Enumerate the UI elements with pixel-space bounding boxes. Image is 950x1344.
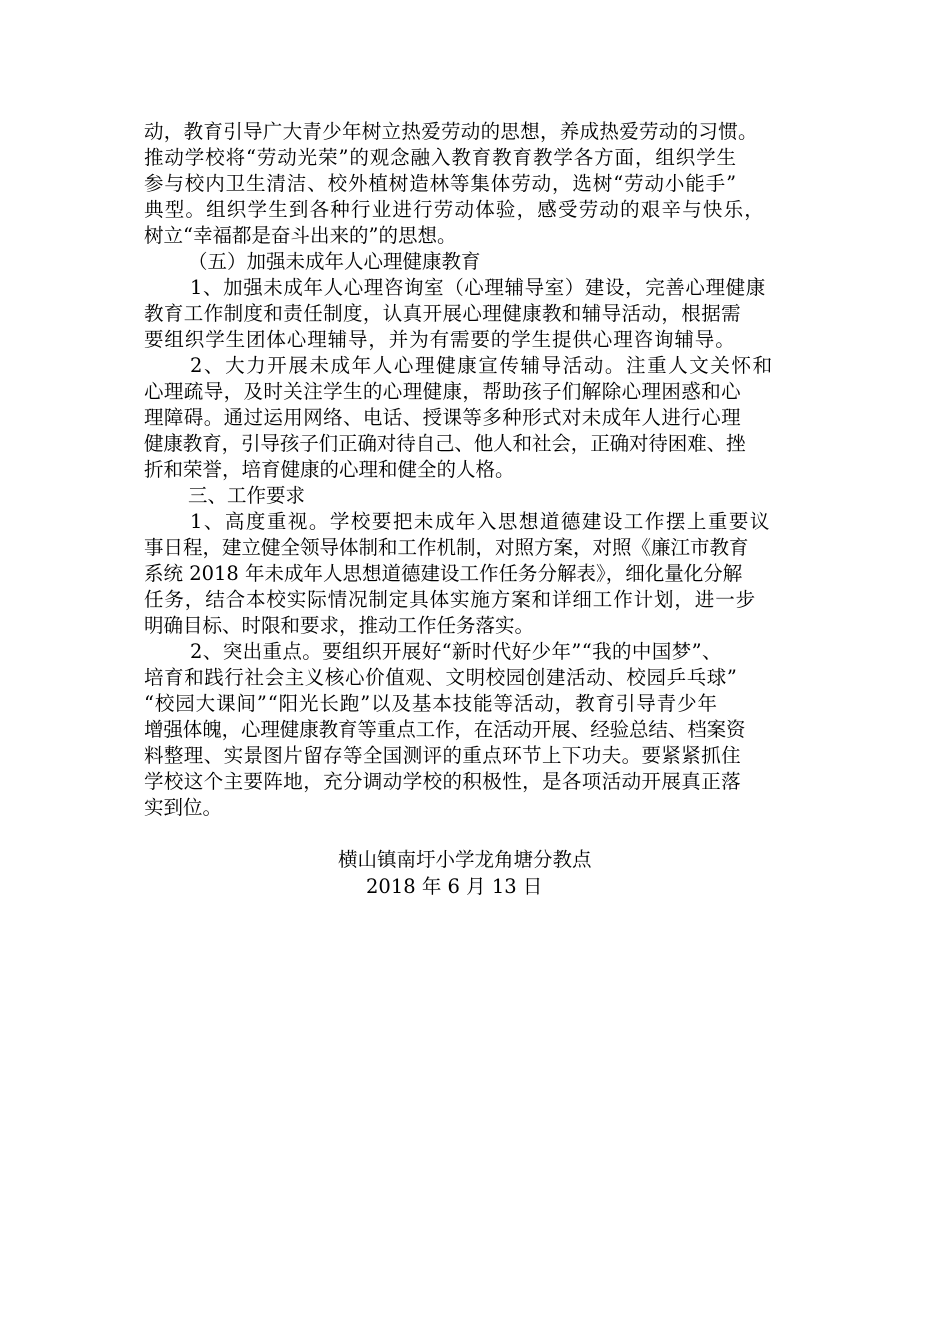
section-heading: 三、工作要求: [188, 484, 306, 507]
body-line: 折和荣誉，培育健康的心理和健全的人格。: [144, 458, 515, 481]
signature-date: 2018 年 6 月 13 日: [366, 875, 543, 898]
body-line: 增强体魄，心理健康教育等重点工作，在活动开展、经验总结、档案资: [144, 718, 746, 741]
body-line: 心理疏导，及时关注学生的心理健康，帮助孩子们解除心理困惑和心: [144, 380, 742, 403]
document-body: [144, 119, 808, 821]
body-line: 培育和践行社会主义核心价值观、文明校园创建活动、校园乒乓球”: [144, 666, 738, 689]
body-line: 参与校内卫生清洁、校外植树造林等集体劳动，选树“劳动小能手”: [144, 172, 737, 195]
body-line: 要组织学生团体心理辅导，并为有需要的学生提供心理咨询辅导。: [144, 328, 736, 351]
body-line: 教育工作制度和责任制度，认真开展心理健康教和辅导活动，根据需: [144, 302, 742, 325]
section-heading: （五）加强未成年人心理健康教育: [188, 250, 481, 273]
paragraph-start-line: 1、加强未成年人心理咨询室（心理辅导室）建设，完善心理健康: [190, 276, 766, 299]
body-line: 学校这个主要阵地，充分调动学校的积极性，是各项活动开展真正落: [144, 770, 742, 793]
body-line: 推动学校将“劳动光荣”的观念融入教育教育教学各方面，组织学生: [144, 146, 737, 169]
body-line: 实到位。: [144, 796, 223, 819]
body-line: 树立“幸福都是奋斗出来的”的思想。: [144, 224, 457, 247]
body-line: 事日程，建立健全领导体制和工作机制，对照方案，对照《廉江市教育: [144, 536, 749, 559]
body-line: 料整理、实景图片留存等全国测评的重点环节上下功夫。要紧紧抓住: [144, 744, 742, 767]
body-line: 系统 2018 年未成年人思想道德建设工作任务分解表》，细化量化分解: [144, 562, 743, 585]
body-line: 动，教育引导广大青少年树立热爱劳动的思想，养成热爱劳动的习惯。: [144, 120, 758, 143]
body-line: 健康教育，引导孩子们正确对待自己、他人和社会，正确对待困难、挫: [144, 432, 746, 455]
body-line: “校园大课间”“阳光长跑”以及基本技能等活动，教育引导青少年: [144, 692, 718, 715]
paragraph-start-line: 1、高度重视。学校要把未成年入思想道德建设工作摆上重要议: [190, 510, 771, 533]
body-line: 典型。组织学生到各种行业进行劳动体验，感受劳动的艰辛与快乐，: [144, 198, 766, 221]
paragraph-start-line: 2、大力开展未成年人心理健康宣传辅导活动。注重人文关怀和: [190, 354, 774, 377]
signature-organization: 横山镇南圩小学龙角塘分教点: [338, 848, 592, 871]
body-line: 理障碍。通过运用网络、电话、授课等多种形式对未成年人进行心理: [144, 406, 742, 429]
paragraph-start-line: 2、突出重点。要组织开展好“新时代好少年”“我的中国梦”、: [190, 640, 722, 663]
body-line: 任务，结合本校实际情况制定具体实施方案和详细工作计划，进一步: [144, 588, 757, 611]
body-line: 明确目标、时限和要求，推动工作任务落实。: [144, 614, 535, 637]
